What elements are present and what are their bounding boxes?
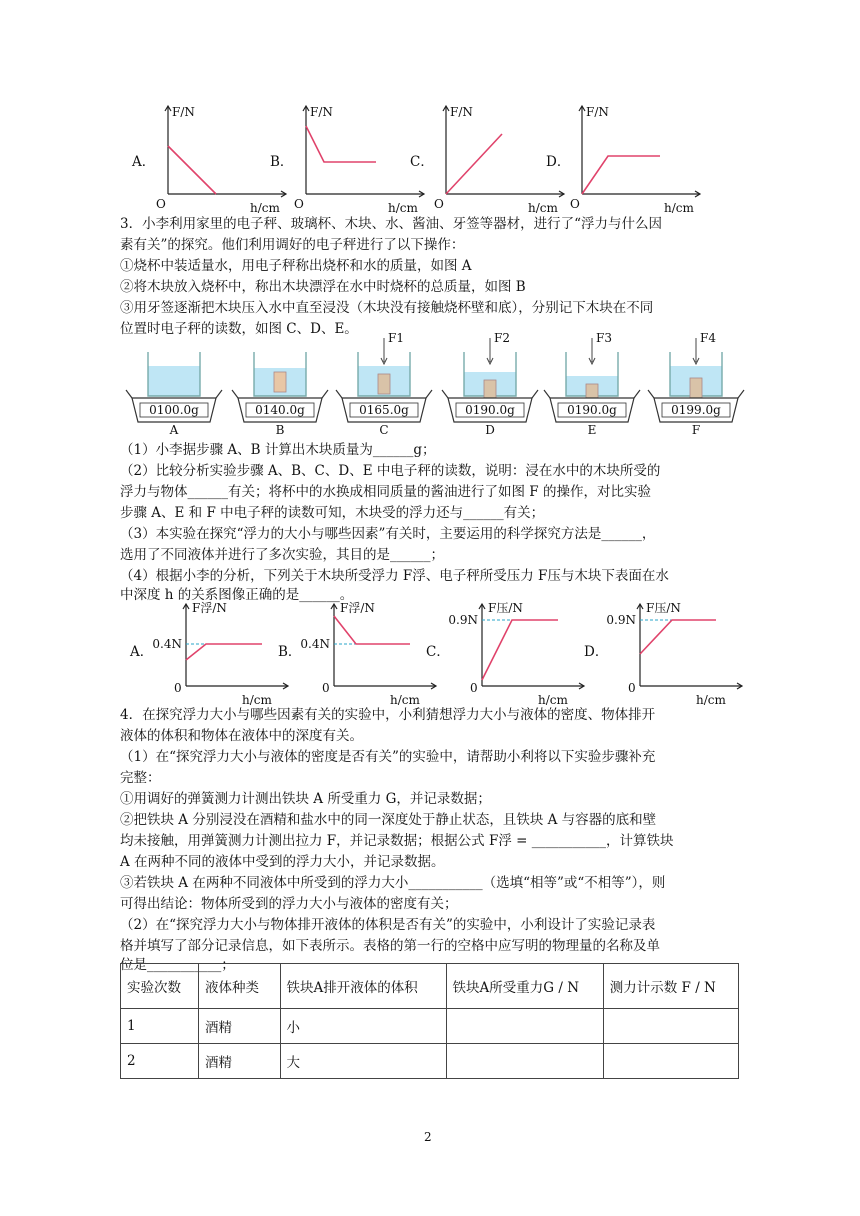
table-cell xyxy=(603,1044,738,1079)
q4-step2-line2: 均未接触，用弹簧测力计测出拉力 F，并记录数据；根据公式 F浮 = ___________，计算铁块 xyxy=(120,833,674,849)
origin-label: 0 xyxy=(628,681,636,695)
q4-step2-line1: ②把铁块 A 分别浸没在酒精和盐水中的同一深度处于静止状态，且铁块 A 与容器的底和壁 xyxy=(120,812,657,828)
q4-intro-line2: 液体的体积和物体在液体中的深度有关。 xyxy=(120,728,363,744)
origin-label: 0 xyxy=(470,681,478,695)
graph-svg xyxy=(440,596,590,707)
apparatus-label: B xyxy=(275,423,285,437)
q3-step3-line1: ③用牙签逐渐把木块压入水中直至浸没（木块没有接触烧杯壁和底），分别记下木块在不同 xyxy=(120,300,654,316)
level-label: 0.4N xyxy=(152,637,182,651)
apparatus-A xyxy=(124,332,224,440)
scale-foot xyxy=(442,390,448,398)
q4-part2-line3: 位是___________； xyxy=(120,957,235,973)
table-row xyxy=(121,1044,739,1079)
x-axis-label: h/cm xyxy=(696,693,726,707)
q3-step2: ②将木块放入烧杯中，称出木块漂浮在水中时烧杯的总质量，如图 B xyxy=(120,279,526,295)
x-axis-label: h/cm xyxy=(390,693,420,707)
table-header-cell: 铁块A排开液体的体积 xyxy=(280,964,446,1009)
scale-reading: 0190.0g xyxy=(465,403,515,417)
table-header-row xyxy=(121,964,739,1009)
scale-foot xyxy=(232,390,238,398)
q4-step1: ①用调好的弹簧测力计测出铁块 A 所受重力 G，并记录数据； xyxy=(120,791,491,807)
scale-foot xyxy=(216,390,222,398)
graph-svg xyxy=(144,596,294,707)
data-curve xyxy=(306,126,376,162)
table-cell xyxy=(446,1009,603,1044)
x-axis-label: h/cm xyxy=(664,201,694,215)
apparatus-svg xyxy=(646,332,746,440)
top-graph xyxy=(570,98,710,213)
scale-reading: 0165.0g xyxy=(359,403,409,417)
graph-option-label: C． xyxy=(410,154,434,170)
y-axis-label: F/N xyxy=(172,105,195,119)
scale-reading: 0140.0g xyxy=(255,403,305,417)
apparatus-D xyxy=(440,332,540,440)
graph-option-label: A． xyxy=(130,644,154,660)
table-header-cell: 实验次数 xyxy=(121,964,199,1009)
graph-option-label: D． xyxy=(546,154,571,170)
data-curve xyxy=(186,644,262,660)
data-curve xyxy=(446,134,502,194)
x-axis-label: h/cm xyxy=(538,693,568,707)
scale-reading: 0190.0g xyxy=(567,403,617,417)
origin-label: 0 xyxy=(174,681,182,695)
q3-step3-line2: 位置时电子秤的读数，如图 C、D、E。 xyxy=(120,321,358,337)
q3-sub3-line2: 选用了不同液体并进行了多次实验，其目的是______； xyxy=(120,547,444,563)
apparatus-svg xyxy=(230,332,330,440)
force-label: F3 xyxy=(596,332,612,345)
table-row xyxy=(121,1009,739,1044)
q4-step3-line1: ③若铁块 A 在两种不同液体中所受到的浮力大小___________（选填“相等”或“不相等”），则 xyxy=(120,875,666,891)
table-cell: 酒精 xyxy=(198,1044,280,1079)
x-axis-label: h/cm xyxy=(242,693,272,707)
q3-sub4-line1: （4）根据小李的分析，下列关于木块所受浮力 F浮、电子秤所受压力 F压与木块下表面在水 xyxy=(120,568,669,584)
apparatus-svg xyxy=(124,332,224,440)
apparatus-label: E xyxy=(587,423,597,437)
level-label: 0.4N xyxy=(300,637,330,651)
data-curve xyxy=(482,620,558,680)
wood-block xyxy=(274,372,286,392)
scale-foot xyxy=(426,390,432,398)
scale-foot xyxy=(544,390,550,398)
table-header-cell: 液体种类 xyxy=(198,964,280,1009)
scale-foot xyxy=(336,390,342,398)
table-cell: 小 xyxy=(280,1009,446,1044)
scale-foot xyxy=(648,390,654,398)
table-cell xyxy=(446,1044,603,1079)
graph-option-label: D． xyxy=(584,644,609,660)
apparatus-label: F xyxy=(691,423,701,437)
table-cell: 2 xyxy=(121,1044,199,1079)
table-cell: 大 xyxy=(280,1044,446,1079)
force-label: F1 xyxy=(388,332,404,345)
origin-label: O xyxy=(294,197,304,211)
y-axis-label: F压/N xyxy=(646,601,681,615)
scale-foot xyxy=(532,390,538,398)
apparatus-label: D xyxy=(485,423,495,437)
q3-sub2-line3: 步骤 A、E 和 F 中电子秤的读数可知，木块受的浮力还与______有关； xyxy=(120,505,545,521)
level-label: 0.9N xyxy=(448,613,478,627)
apparatus-label: C xyxy=(379,423,389,437)
apparatus-svg xyxy=(542,332,642,440)
table-header-cell: 铁块A所受重力G / N xyxy=(446,964,603,1009)
page-number: 2 xyxy=(424,1130,432,1144)
q4-intro-line1: 4．在探究浮力大小与哪些因素有关的实验中，小利猜想浮力大小与液体的密度、物体排开 xyxy=(120,707,656,723)
data-curve xyxy=(640,620,716,654)
q3-sub1: （1）小李据步骤 A、B 计算出木块质量为______g； xyxy=(120,442,436,458)
graph-option-label: B． xyxy=(278,644,302,660)
record-table xyxy=(120,963,739,1079)
q4-step3-line2: 可得出结论：物体所受到的浮力大小与液体的密度有关； xyxy=(120,896,458,912)
origin-label: O xyxy=(434,197,444,211)
q3-sub4-line2: 中深度 h 的关系图像正确的是______。 xyxy=(120,587,354,603)
force-label: F2 xyxy=(494,332,510,345)
table-header-cell: 测力计示数 F / N xyxy=(603,964,738,1009)
apparatus-B xyxy=(230,332,330,440)
table-cell xyxy=(603,1009,738,1044)
graph-option-label: C． xyxy=(426,644,450,660)
q4-part1-line1: （1）在“探究浮力大小与液体的密度是否有关”的实验中，请帮助小利将以下实验步骤补充 xyxy=(120,749,656,765)
scale-reading: 0199.0g xyxy=(671,403,721,417)
q4-part2-line2: 格并填写了部分记录信息，如下表所示。表格的第一行的空格中应写明的物理量的名称及单 xyxy=(120,938,660,954)
wood-block xyxy=(378,374,390,394)
q4-part1-line2: 完整： xyxy=(120,770,161,786)
scale-foot xyxy=(634,390,640,398)
y-axis-label: F浮/N xyxy=(340,601,375,615)
y-axis-label: F压/N xyxy=(488,601,523,615)
q3-sub3-line1: （3）本实验在探究“浮力的大小与哪些因素”有关时，主要运用的科学探究方法是______， xyxy=(120,526,656,542)
wood-block xyxy=(484,380,496,400)
x-axis-label: h/cm xyxy=(250,201,280,215)
wood-block xyxy=(690,378,702,398)
q3-intro-line1: 3．小李利用家里的电子秤、玻璃杯、木块、水、酱油、牙签等器材，进行了“浮力与什么因 xyxy=(120,216,662,232)
y-axis-label: F/N xyxy=(586,105,609,119)
data-curve xyxy=(168,146,216,194)
data-curve xyxy=(582,156,660,194)
x-axis-label: h/cm xyxy=(388,201,418,215)
origin-label: O xyxy=(570,197,580,211)
mid-graph xyxy=(292,596,442,707)
scale-foot xyxy=(126,390,132,398)
water xyxy=(148,366,200,396)
graph-svg xyxy=(570,98,710,213)
apparatus-svg xyxy=(334,332,434,440)
table-cell: 1 xyxy=(121,1009,199,1044)
apparatus-svg xyxy=(440,332,540,440)
scale-foot xyxy=(738,390,744,398)
table-cell: 酒精 xyxy=(198,1009,280,1044)
scale-foot xyxy=(322,390,328,398)
q4-part2-line1: （2）在“探究浮力大小与物体排开液体的体积是否有关”的实验中，小利设计了实验记录表 xyxy=(120,917,656,933)
apparatus-label: A xyxy=(169,423,179,437)
origin-label: O xyxy=(156,197,166,211)
apparatus-E xyxy=(542,332,642,440)
data-curve xyxy=(334,616,410,644)
graph-svg xyxy=(598,596,748,707)
q3-sub2-line2: 浮力与物体______有关；将杯中的水换成相同质量的酱油进行了如图 F 的操作，对比实验 xyxy=(120,484,651,500)
q3-step1: ①烧杯中装适量水，用电子秤称出烧杯和水的质量，如图 A xyxy=(120,258,472,274)
graph-option-label: A． xyxy=(132,154,156,170)
mid-graph xyxy=(598,596,748,707)
x-axis-label: h/cm xyxy=(528,201,558,215)
y-axis-label: F浮/N xyxy=(192,601,227,615)
origin-label: 0 xyxy=(322,681,330,695)
scale-reading: 0100.0g xyxy=(149,403,199,417)
y-axis-label: F/N xyxy=(450,105,473,119)
level-label: 0.9N xyxy=(606,613,636,627)
force-label: F4 xyxy=(700,332,716,345)
q3-sub2-line1: （2）比较分析实验步骤 A、B、C、D、E 中电子秤的读数，说明：浸在水中的木块所受的 xyxy=(120,463,661,479)
apparatus-F xyxy=(646,332,746,440)
y-axis-label: F/N xyxy=(310,105,333,119)
mid-graph xyxy=(144,596,294,707)
apparatus-C xyxy=(334,332,434,440)
graph-svg xyxy=(292,596,442,707)
graph-option-label: B． xyxy=(270,154,294,170)
q3-intro-line2: 素有关”的探究。他们利用调好的电子秤进行了以下操作： xyxy=(120,237,465,253)
q4-step2-line3: A 在两种不同的液体中受到的浮力大小，并记录数据。 xyxy=(120,854,445,870)
mid-graph xyxy=(440,596,590,707)
